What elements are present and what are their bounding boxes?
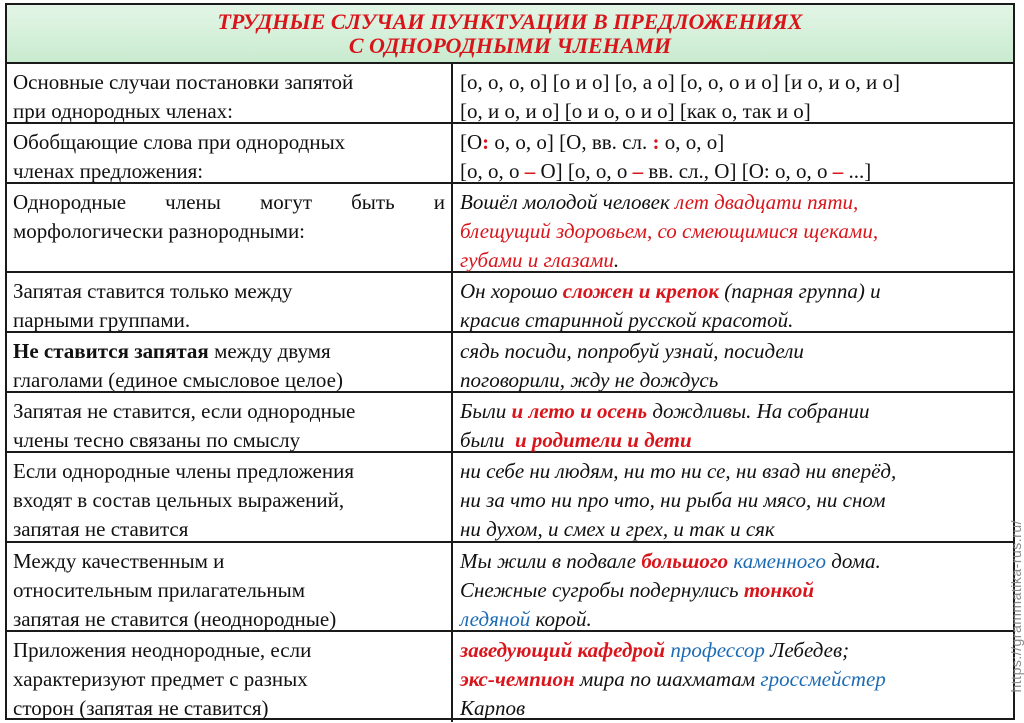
rule-cell: Запятая ставится только между парными группами. [7,273,453,331]
title-line-2: С ОДНОРОДНЫМИ ЧЛЕНАМИ [348,32,672,58]
rule-cell: Между качественным и относительным прилагательным запятая не ставится (неоднородные) [7,543,453,630]
table-row [7,632,1013,722]
example-cell: [О: о, о, о] [О, вв. сл. : о, о, о] [о, о, о – О] [о, о, о – вв. сл., О] [О: о, о, о – ...] [460,130,872,183]
table-row [7,333,1013,393]
table-row [7,393,1013,453]
table-row [7,64,1013,124]
example-cell: Вошёл молодой человек лет двадцати пяти, блещущий здоровьем, со смеющимися щеками, губами и глазами. [460,190,879,272]
example-cell: [о, о, о, о] [о и о] [о, а о] [о, о, о и о] [и о, и о, и о] [о, и о, и о] [о и о, о и о] [как о, так и о] [460,70,900,123]
site-watermark: https://grammatika-rus.ru/ [1008,520,1024,693]
rule-cell: Основные случаи постановки запятой при однородных членах: [7,64,453,122]
table-row [7,543,1013,632]
example-cell: ни себе ни людям, ни то ни се, ни взад ни вперёд, ни за что ни про что, ни рыба ни мясо, ни сном ни духом, и смех и грех, и так и сяк [460,459,897,541]
rule-cell: Не ставится запятая между двумя глаголами (единое смысловое целое) [7,333,453,391]
example-cell: Были и лето и осень дождливы. На собрании были и родители и дети [460,399,870,452]
table-row [7,124,1013,184]
example-cell: заведующий кафедрой профессор Лебедев; экс-чемпион мира по шахматам гроссмейстер Карпов [460,638,886,720]
table-row [7,453,1013,543]
rule-cell: Приложения неоднородные, если характеризуют предмет с разных сторон (запятая не ставится) [7,632,453,722]
table-row [7,184,1013,273]
rule-cell: Однородные члены могут быть и морфологически разнородными: [7,184,453,271]
example-cell: сядь посиди, попробуй узнай, посидели поговорили, жду не дождусь [460,339,804,392]
example-cell: Он хорошо сложен и крепок (парная группа) и красив старинной русской красотой. [460,279,881,332]
rule-cell: Обобщающие слова при однородных членах предложения: [7,124,453,182]
example-cell: Мы жили в подвале большого каменного дома. Снежные сугробы подернулись тонкой ледяной корой. [460,549,881,631]
rules-table [5,3,1015,720]
rule-cell: Если однородные члены предложения входят в состав цельных выражений, запятая не ставится [7,453,453,541]
table-title [7,5,1013,64]
table-row [7,273,1013,333]
rule-cell: Запятая не ставится, если однородные члены тесно связаны по смыслу [7,393,453,451]
title-line-1: ТРУДНЫЕ СЛУЧАИ ПУНКТУАЦИИ В ПРЕДЛОЖЕНИЯХ [217,8,803,34]
